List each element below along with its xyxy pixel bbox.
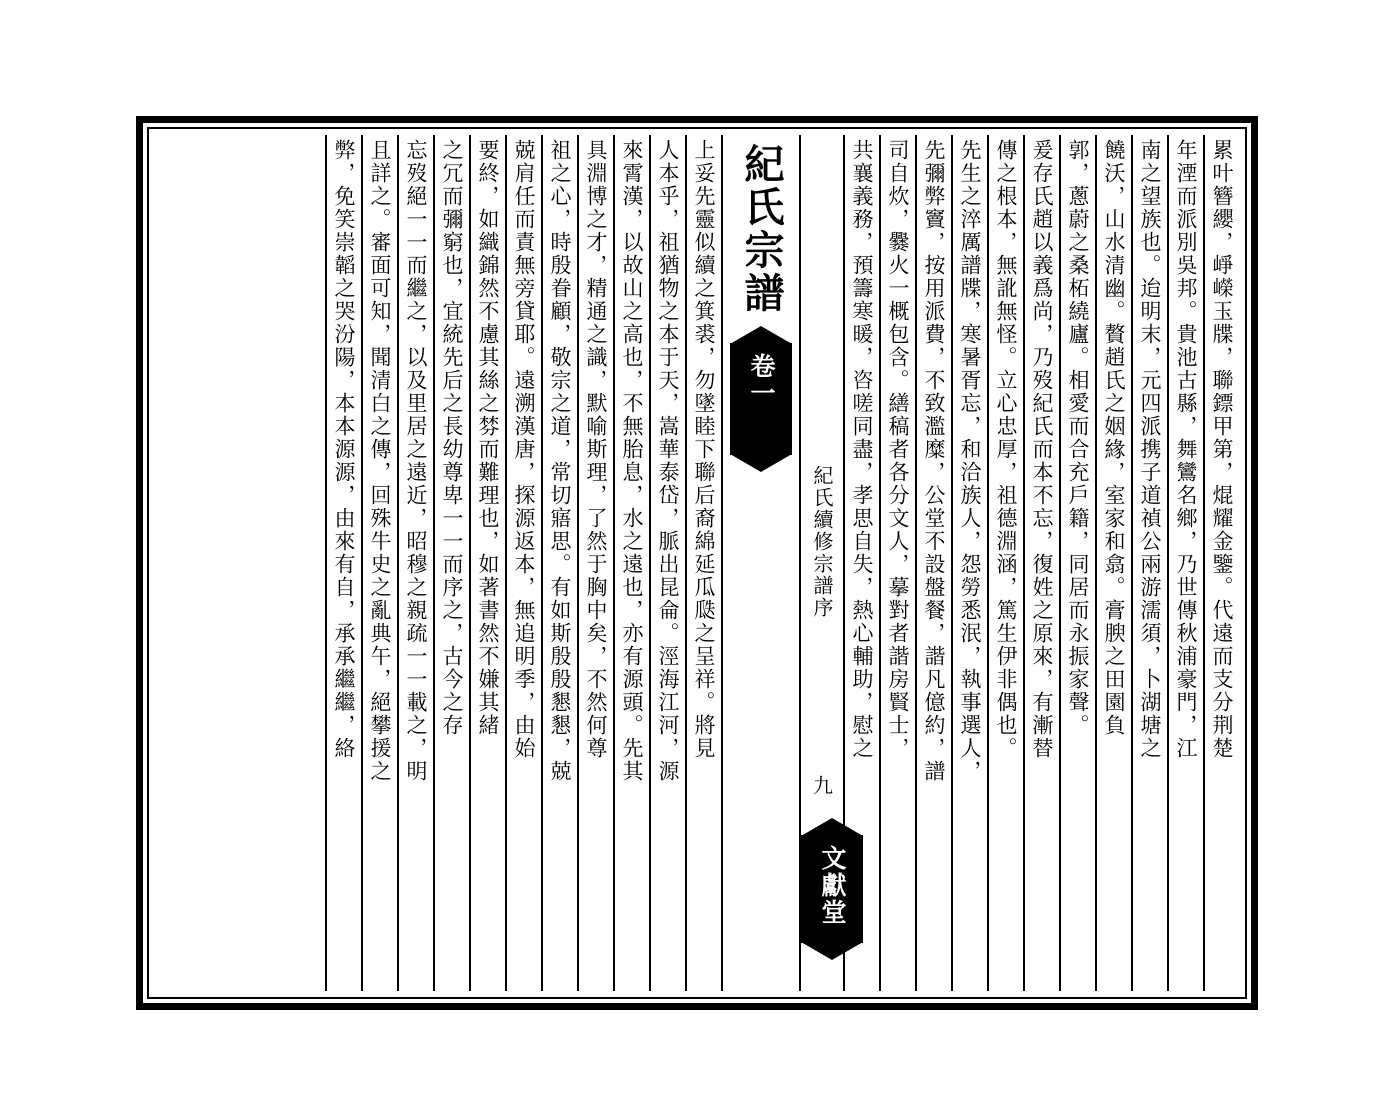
column-text: 之冗而彌窮也，宜統先后之長幼尊卑一一而序之，古今之存	[440, 139, 464, 737]
column-text: 祖之心，時殷眷顧，敬宗之道，常切寤思。有如斯殷殷懇懇，兢	[548, 139, 572, 783]
volume-label: 卷一	[747, 353, 776, 407]
text-column	[879, 135, 915, 991]
column-text: 具淵博之才，精通之識，默喻斯理，了然于胸中矣，不然何尊	[584, 139, 608, 760]
text-column	[1203, 135, 1239, 991]
preface-title: 紀氏續修宗譜序	[810, 465, 834, 619]
column-text: 先彌弊竇，按用派費，不致濫糜，公堂不設盤餐，諧凡億約，譜	[922, 139, 946, 783]
column-text: 饒沃，山水清幽。贅趙氏之姻緣，室家和翕。膏腴之田園負	[1102, 139, 1126, 737]
text-column	[397, 135, 433, 991]
text-column	[541, 135, 577, 991]
text-column	[469, 135, 505, 991]
text-column	[1059, 135, 1095, 991]
column-text: 兢肩任而責無旁貸耶。遠溯漢唐，探源返本，無追明季，由始	[512, 139, 536, 760]
page-number: 九	[809, 775, 834, 795]
column-text: 爰存氏趙以義爲尚，乃歿紀氏而本不忘，復姓之原來，有漸替	[1030, 139, 1054, 760]
preface-title-block	[801, 465, 843, 619]
column-text: 傳之根本，無訛無怪。立心忠厚，祖德淵涵，篤生伊非偶也。	[994, 139, 1018, 760]
text-column	[613, 135, 649, 991]
text-column	[325, 135, 361, 991]
text-column	[361, 135, 397, 991]
column-text: 人本乎，祖猶物之本于天，嵩華泰岱，脈出昆侖。涇海江河，源	[656, 139, 680, 783]
column-text: 累叶簪纓，崢嶸玉牒，聯鏢甲第，焜耀金鑒。代遠而支分荆楚	[1210, 139, 1234, 760]
column-text: 南之望族也。迨明末，元四派携子道禎公兩游濡須，卜湖塘之	[1138, 139, 1162, 760]
column-text: 忘歿絕一一而繼之，以及里居之遠近，昭穆之親疏一一載之，明	[404, 139, 428, 783]
hall-name-block	[801, 835, 847, 943]
text-column	[649, 135, 685, 991]
title-column	[721, 135, 799, 991]
text-column	[951, 135, 987, 991]
column-text: 共襄義務，預籌寒暖，咨嗟同盡，孝思自失，熱心輔助，慰之	[850, 139, 874, 760]
column-text: 郭，蔥蔚之桑柘繞廬。相愛而合充戶籍，同居而永振家聲。	[1066, 139, 1090, 737]
text-column	[433, 135, 469, 991]
text-column	[1023, 135, 1059, 991]
hall-ribbon	[801, 835, 863, 943]
column-text: 年湮而派別吳邦。貴池古縣，舞鸞名鄉，乃世傳秋浦豪門，江	[1174, 139, 1198, 760]
volume-ribbon	[730, 343, 792, 455]
text-column	[685, 135, 721, 991]
text-column	[1131, 135, 1167, 991]
column-text: 來霄漢，以故山之高也，不無胎息，水之遠也，亦有源頭。先其	[620, 139, 644, 783]
hall-label: 文獻堂	[818, 845, 847, 926]
text-column	[1167, 135, 1203, 991]
preface-heading-column	[799, 135, 847, 991]
page-number-block	[801, 775, 843, 795]
book-title: 紀氏宗譜	[738, 143, 785, 315]
text-column	[1095, 135, 1131, 991]
text-column	[505, 135, 541, 991]
column-text: 弊，免笑崇韜之哭汾陽，本本源源，由來有自，承承繼繼，絡	[332, 139, 356, 760]
page-border-inner	[147, 127, 1247, 999]
column-text: 且詳之。審面可知，聞清白之傳，回殊牛史之亂典午，絕攀援之	[368, 139, 392, 783]
text-column	[987, 135, 1023, 991]
text-column	[577, 135, 613, 991]
text-columns-container	[149, 129, 1245, 997]
page-border-outer	[136, 116, 1258, 1010]
column-text: 上妥先靈似續之箕裘，勿墜睦下聯后裔綿延瓜瓞之呈祥。將見	[692, 139, 716, 760]
column-text: 先生之淬厲譜牒，寒暑胥忘，和洽族人，怨勞悉泯，執事選人，	[958, 139, 982, 783]
text-column	[915, 135, 951, 991]
column-text: 要終，如織錦然不慮其絲之棼而難理也，如著書然不嫌其緒	[476, 139, 500, 737]
column-text: 司自炊，爨火一概包含。繕稿者各分文人，摹對者諧房賢士，	[886, 139, 910, 760]
